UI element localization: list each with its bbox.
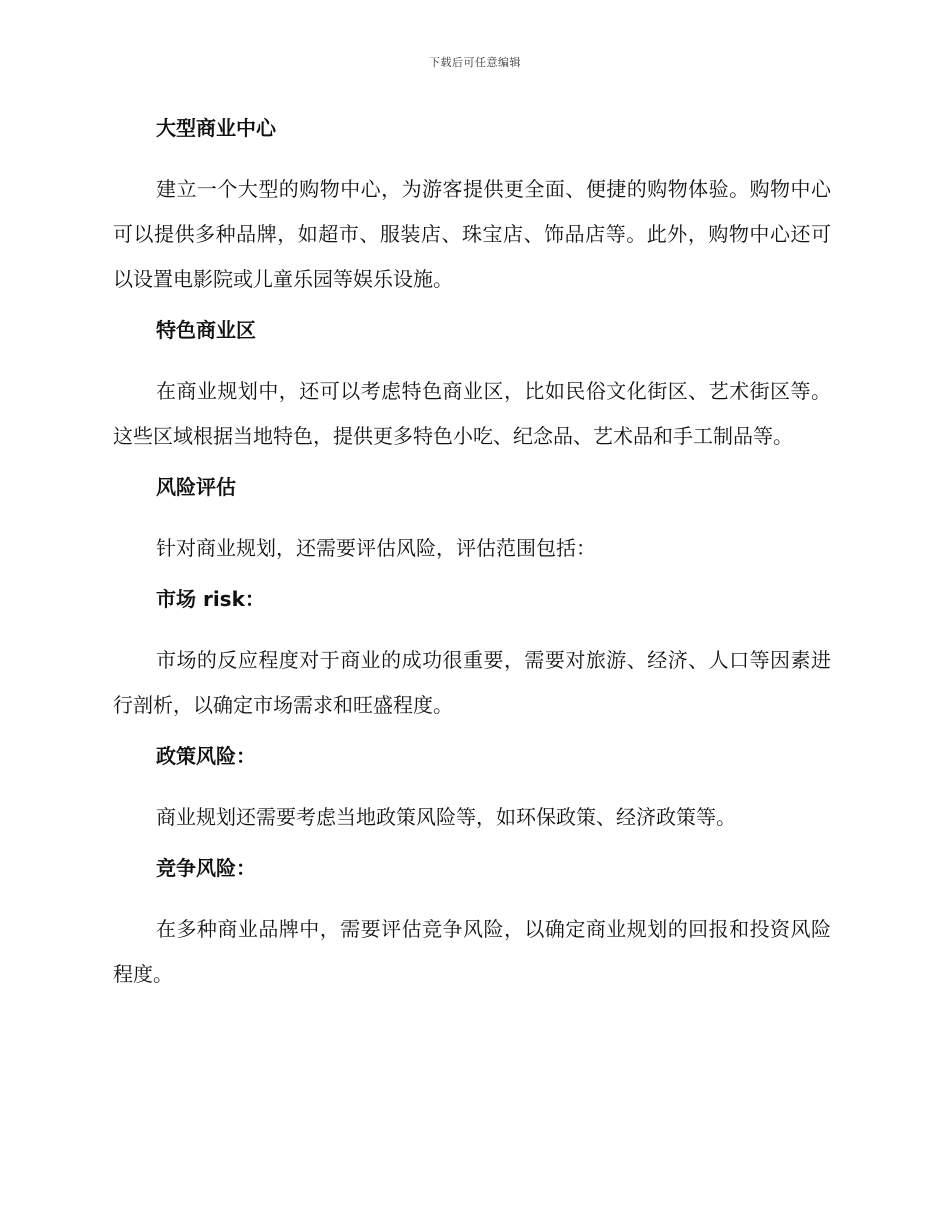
section-heading-feature-district: 特色商业区 <box>156 318 256 342</box>
section-heading-competition-risk: 竞争风险： <box>156 856 256 880</box>
section-heading-shopping-center: 大型商业中心 <box>156 116 276 140</box>
section-heading-market-risk: 市场 risk： <box>156 587 265 611</box>
paragraph-feature-district: 在商业规划中，还可以考虑特色商业区，比如民俗文化街区、艺术街区等。这些区域根据当地特色，提供更多特色小吃、纪念品、艺术品和手工制品等。 <box>113 379 831 448</box>
document-body <box>113 112 831 1009</box>
paragraph-policy-risk: 商业规划还需要考虑当地政策风险等，如环保政策、经济政策等。 <box>156 805 736 829</box>
section-heading-risk-assessment: 风险评估 <box>156 475 236 499</box>
paragraph-risk-assessment: 针对商业规划，还需要评估风险，评估范围包括： <box>156 536 596 560</box>
page-header: 下载后可任意编辑 <box>429 56 521 69</box>
section-heading-policy-risk: 政策风险： <box>156 744 256 768</box>
paragraph-competition-risk: 在多种商业品牌中，需要评估竞争风险，以确定商业规划的回报和投资风险程度。 <box>113 917 831 986</box>
paragraph-shopping-center: 建立一个大型的购物中心，为游客提供更全面、便捷的购物体验。购物中心可以提供多种品牌，如超市、服装店、珠宝店、饰品店等。此外，购物中心还可以设置电影院或儿童乐园等娱乐设施。 <box>113 177 831 291</box>
paragraph-market-risk: 市场的反应程度对于商业的成功很重要，需要对旅游、经济、人口等因素进行剖析，以确定市场需求和旺盛程度。 <box>113 648 831 717</box>
